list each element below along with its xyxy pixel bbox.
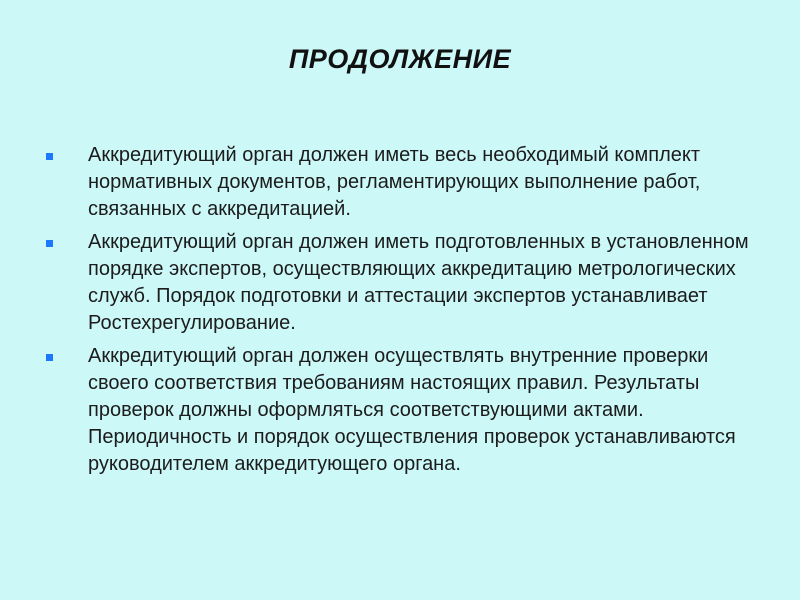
square-bullet-icon bbox=[46, 240, 53, 247]
list-item bbox=[44, 229, 764, 337]
bullet-text: Аккредитующий орган должен иметь подготовленных в установленном порядке экспертов, осуществляющих аккредитацию метрологических служб. Порядок подготовки и аттестации экспертов устанавливает Ростехрегулирование. bbox=[88, 231, 749, 334]
slide-title: ПРОДОЛЖЕНИЕ bbox=[288, 44, 512, 74]
square-bullet-icon bbox=[46, 153, 53, 160]
square-bullet-icon bbox=[46, 354, 53, 361]
bullet-list bbox=[44, 142, 764, 484]
list-item bbox=[44, 343, 764, 478]
bullet-text: Аккредитующий орган должен иметь весь необходимый комплект нормативных документов, регламентирующих выполнение работ, связанных с аккредитацией. bbox=[88, 144, 701, 220]
bullet-text: Аккредитующий орган должен осуществлять внутренние проверки своего соответствия требованиям настоящих правил. Результаты проверок должны оформляться соответствующими актами. Периодичность и порядок осуществления проверок устанавливаются руководителем аккредитующего органа. bbox=[88, 345, 736, 475]
list-item bbox=[44, 142, 764, 223]
